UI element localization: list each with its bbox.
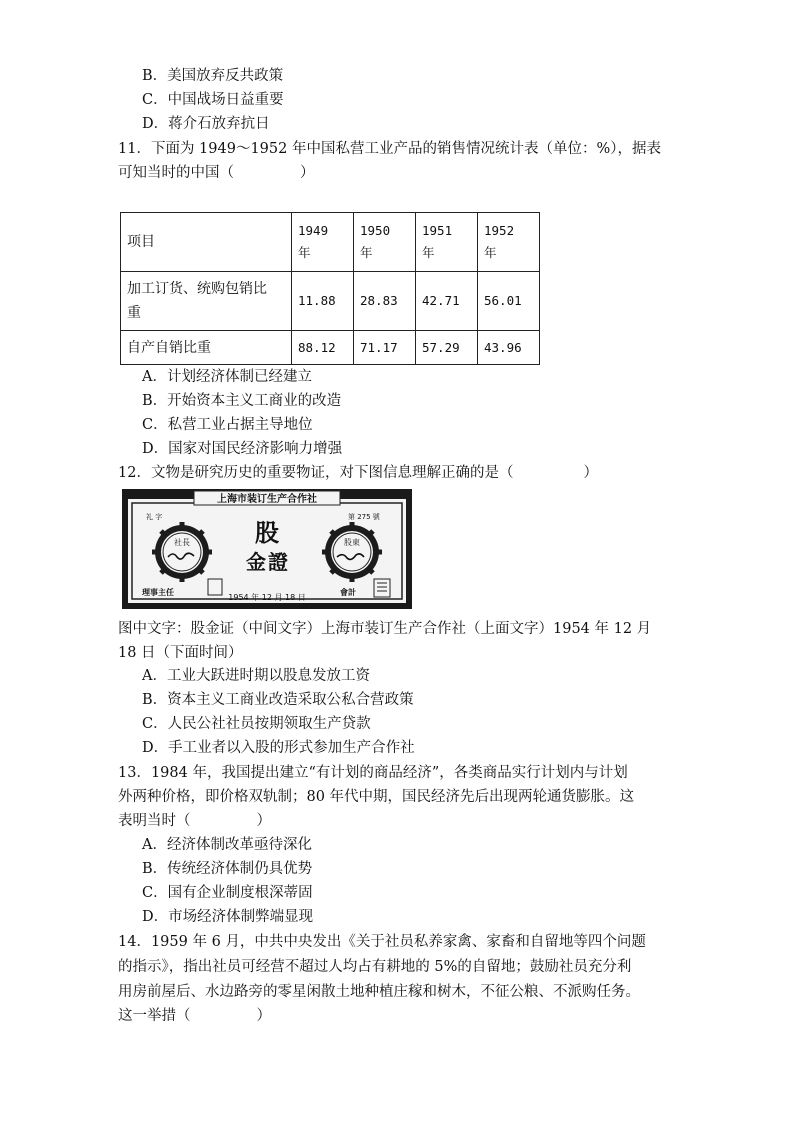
q12-stem-text: 12．文物是研究历史的重要物证，对下图信息理解正确的是（ <box>118 465 514 481</box>
table-cell: 71.17 <box>354 331 416 365</box>
q12-option-b: B．资本主义工商业改造采取公私合营政策 <box>142 692 414 708</box>
q13-stem-line1: 13．1984 年，我国提出建立“有计划的商品经济”，各类商品实行计划内与计划 <box>118 765 628 781</box>
right-seal-label: 股東 <box>344 538 360 547</box>
left-gear-seal <box>152 522 212 582</box>
q14-stem-line4 <box>118 1006 271 1026</box>
q11-stem-line1: 11．下面为 1949～1952 年中国私营工业产品的销售情况统计表（单位：%），据表 <box>118 141 661 157</box>
q13-option-d: D．市场经济体制弊端显现 <box>142 909 314 925</box>
q13-stem-close: ） <box>256 813 271 829</box>
q11-stem-close: ） <box>300 165 315 181</box>
q11-stem-text: 可知当时的中国（ <box>118 165 234 181</box>
table-cell: 28.83 <box>354 272 416 331</box>
q14-stem-line1: 14．1959 年 6 月，中共中央发出《关于社员私养家禽、家畜和自留地等四个问题 <box>118 934 646 950</box>
q12-option-c: C．人民公社社员按期领取生产贷款 <box>142 716 371 732</box>
q13-option-a: A．经济体制改革亟待深化 <box>142 837 312 853</box>
certificate-date: 1954 年 12 月 18 日 <box>228 593 306 602</box>
q13-stem-text: 表明当时（ <box>118 813 191 829</box>
q14-stem-close: ） <box>256 1008 271 1024</box>
q10-option-d: D．蒋介石放弃抗日 <box>142 116 270 132</box>
table-header-year <box>416 213 478 272</box>
certificate-center-char: 證 <box>268 550 288 574</box>
q12-caption-line1: 图中文字：股金证（中间文字）上海市装订生产合作社（上面文字）1954 年 12 月 <box>118 621 652 637</box>
q12-stem <box>118 463 598 483</box>
certificate-corner-right: 第 275 號 <box>348 513 380 521</box>
year-number: 1952 <box>484 223 515 238</box>
table-cell: 11.88 <box>292 272 354 331</box>
year-unit: 年 <box>422 245 435 260</box>
q11-option-a: A．计划经济体制已经建立 <box>142 369 312 385</box>
year-unit: 年 <box>484 245 497 260</box>
q12-option-a: A．工业大跃进时期以股息发放工资 <box>142 668 370 684</box>
q13-option-b: B．传统经济体制仍具优势 <box>142 861 313 877</box>
table-row-label <box>121 272 292 331</box>
year-number: 1949 <box>298 223 329 238</box>
certificate-center-char: 股 <box>255 518 279 547</box>
year-unit: 年 <box>360 245 373 260</box>
q13-stem-line2: 外两种价格，即价格双轨制；80 年代中期，国民经济先后出现两轮通货膨胀。这 <box>118 789 635 805</box>
q11-stem-line2 <box>118 163 315 183</box>
q10-option-b: B．美国放弃反共政策 <box>142 68 284 84</box>
certificate-corner-left: 礼 字 <box>146 513 163 521</box>
table-cell: 56.01 <box>478 272 540 331</box>
stamp-box <box>208 579 222 595</box>
q11-option-c: C．私营工业占据主导地位 <box>142 417 313 433</box>
table-header-year <box>354 213 416 272</box>
q13-stem-line3 <box>118 811 271 831</box>
q10-option-c: C．中国战场日益重要 <box>142 92 284 108</box>
q12-caption-line2: 18 日（下面时间） <box>118 645 243 661</box>
sales-statistics-table <box>120 212 540 365</box>
q12-stem-close: ） <box>583 465 598 481</box>
q14-stem-line3: 用房前屋后、水边路旁的零星闲散土地种植庄稼和树木，不征公粮、不派购任务。 <box>118 984 640 1000</box>
table-header-year <box>478 213 540 272</box>
certificate-left-label: 理事主任 <box>142 588 174 597</box>
table-header-label: 项目 <box>121 213 292 272</box>
table-header-row <box>121 213 540 272</box>
right-gear-seal <box>322 522 382 582</box>
year-number: 1950 <box>360 223 391 238</box>
q14-stem-text: 这一举措（ <box>118 1008 191 1024</box>
row-label-line: 重 <box>127 305 141 321</box>
table-row <box>121 272 540 331</box>
share-certificate-image <box>122 489 412 609</box>
table-cell: 88.12 <box>292 331 354 365</box>
year-number: 1951 <box>422 223 453 238</box>
certificate-right-label: 會計 <box>340 588 356 597</box>
certificate-top-text: 上海市装订生产合作社 <box>217 494 317 505</box>
q11-option-d: D．国家对国民经济影响力增强 <box>142 441 343 457</box>
table-row <box>121 331 540 365</box>
table-cell: 43.96 <box>478 331 540 365</box>
certificate-center-char: 金 <box>246 550 266 574</box>
left-seal-label: 社長 <box>174 538 190 547</box>
stamp-box <box>374 579 390 597</box>
table-row-label: 自产自销比重 <box>121 331 292 365</box>
table-header-year <box>292 213 354 272</box>
table-cell: 42.71 <box>416 272 478 331</box>
q13-option-c: C．国有企业制度根深蒂固 <box>142 885 313 901</box>
q11-option-b: B．开始资本主义工商业的改造 <box>142 393 342 409</box>
row-label-line: 加工订货、统购包销比 <box>127 281 267 297</box>
year-unit: 年 <box>298 245 311 260</box>
q12-option-d: D．手工业者以入股的形式参加生产合作社 <box>142 740 415 756</box>
table-cell: 57.29 <box>416 331 478 365</box>
q14-stem-line2: 的指示》，指出社员可经营不超过人均占有耕地的 5%的自留地；鼓励社员充分利 <box>118 959 632 975</box>
